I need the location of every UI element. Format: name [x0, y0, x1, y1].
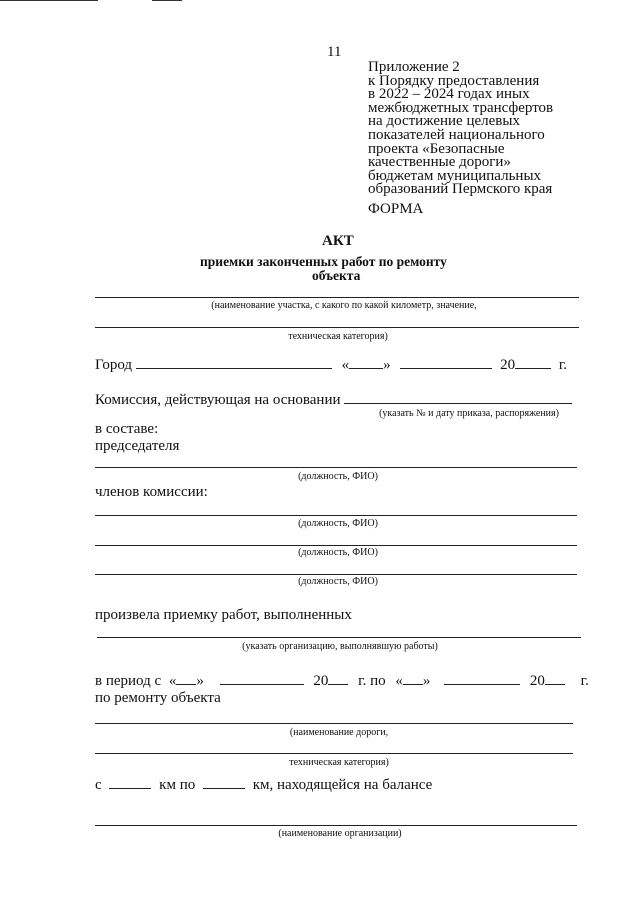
caption-member-2: (должность, ФИО)	[298, 547, 378, 558]
period-row	[95, 672, 589, 690]
km-from-field[interactable]	[109, 776, 151, 789]
caption-chairman: (должность, ФИО)	[298, 471, 378, 482]
appendix-line: проекта «Безопасные	[368, 140, 505, 157]
appendix-line: качественные дороги»	[368, 154, 511, 171]
appendix-line: межбюджетных трансфертов	[368, 99, 554, 116]
section-category-line[interactable]	[95, 327, 579, 328]
scan-artifact-line	[0, 0, 98, 1]
appendix-line: образований Пермского края	[368, 181, 553, 198]
km-to-field[interactable]	[203, 776, 245, 789]
quote-open: «	[341, 357, 350, 373]
composition-label: в составе:	[95, 421, 159, 437]
appendix-line: на достижение целевых	[368, 113, 520, 130]
period-start-month-field[interactable]	[220, 672, 304, 685]
quote-close: »	[196, 673, 204, 689]
km-from-label: с	[95, 777, 102, 793]
road-name-field[interactable]	[95, 723, 573, 724]
scan-artifact-line	[152, 0, 182, 1]
members-label: членов комиссии:	[95, 484, 208, 500]
month-field[interactable]	[400, 356, 492, 369]
quote-open: «	[395, 673, 403, 689]
year-prefix: 20	[500, 357, 516, 373]
appendix-line: Приложение 2	[368, 59, 460, 75]
year-prefix: 20	[529, 673, 545, 689]
period-end-month-field[interactable]	[444, 672, 520, 685]
caption-order: (указать № и дату приказа, распоряжения)	[379, 408, 559, 419]
year-field[interactable]	[515, 356, 551, 369]
appendix-line: в 2022 – 2024 годах иных	[368, 86, 530, 103]
km-to-label: км по	[159, 777, 196, 793]
caption-organization: (наименование организации)	[278, 828, 402, 839]
appendix-line: показателей национального	[368, 126, 545, 143]
commission-basis-field[interactable]	[344, 391, 572, 404]
km-row	[95, 776, 432, 794]
quote-close: »	[422, 673, 431, 689]
city-field[interactable]	[136, 356, 332, 369]
organization-field[interactable]	[95, 825, 577, 826]
repair-object-label: по ремонту объекта	[95, 690, 221, 706]
document-title: АКТ	[322, 233, 354, 249]
performer-field[interactable]	[97, 637, 581, 638]
period-label: в период с	[95, 673, 162, 689]
day-field[interactable]	[349, 356, 383, 369]
page-number: 11	[327, 44, 342, 60]
period-by-label: г. по	[358, 673, 386, 689]
quote-open: «	[168, 673, 177, 689]
chairman-label: председателя	[95, 438, 180, 454]
caption-member-1: (должность, ФИО)	[298, 518, 378, 529]
accepted-label: произвела приемку работ, выполненных	[95, 607, 352, 623]
caption-section: (наименование участка, с какого по какой километр, значение,	[211, 300, 477, 311]
appendix-block	[368, 61, 553, 197]
document-subtitle-line2: объекта	[312, 268, 361, 283]
appendix-line: бюджетам муниципальных	[368, 167, 542, 184]
caption-road-category: техническая категория)	[289, 757, 389, 768]
member-field-3[interactable]	[95, 574, 577, 575]
city-row	[95, 356, 567, 374]
city-label: Город	[95, 357, 133, 373]
road-category-field[interactable]	[95, 753, 573, 754]
form-label: ФОРМА	[368, 201, 424, 217]
year-suffix: г.	[580, 673, 589, 689]
quote-close: »	[383, 357, 391, 373]
caption-performer: (указать организацию, выполнявшую работы)	[242, 641, 438, 652]
appendix-line: к Порядку предоставления	[368, 72, 540, 89]
member-field-2[interactable]	[95, 545, 577, 546]
caption-member-3: (должность, ФИО)	[298, 576, 378, 587]
commission-label: Комиссия, действующая на основании	[95, 392, 341, 408]
year-suffix: г.	[558, 357, 568, 373]
period-end-day-field[interactable]	[403, 672, 423, 685]
period-start-year-field[interactable]	[328, 672, 348, 685]
year-prefix: 20	[313, 673, 329, 689]
commission-row	[95, 391, 572, 409]
document-subtitle-line1: приемки законченных работ по ремонту	[200, 254, 447, 269]
chairman-field[interactable]	[95, 467, 577, 468]
caption-category: техническая категория)	[288, 331, 388, 342]
caption-road-name: (наименование дороги,	[289, 727, 389, 738]
period-start-day-field[interactable]	[176, 672, 196, 685]
period-end-year-field[interactable]	[545, 672, 565, 685]
section-name-line[interactable]	[95, 297, 579, 298]
member-field-1[interactable]	[95, 515, 577, 516]
on-balance-label: км, находящейся на балансе	[252, 777, 433, 793]
